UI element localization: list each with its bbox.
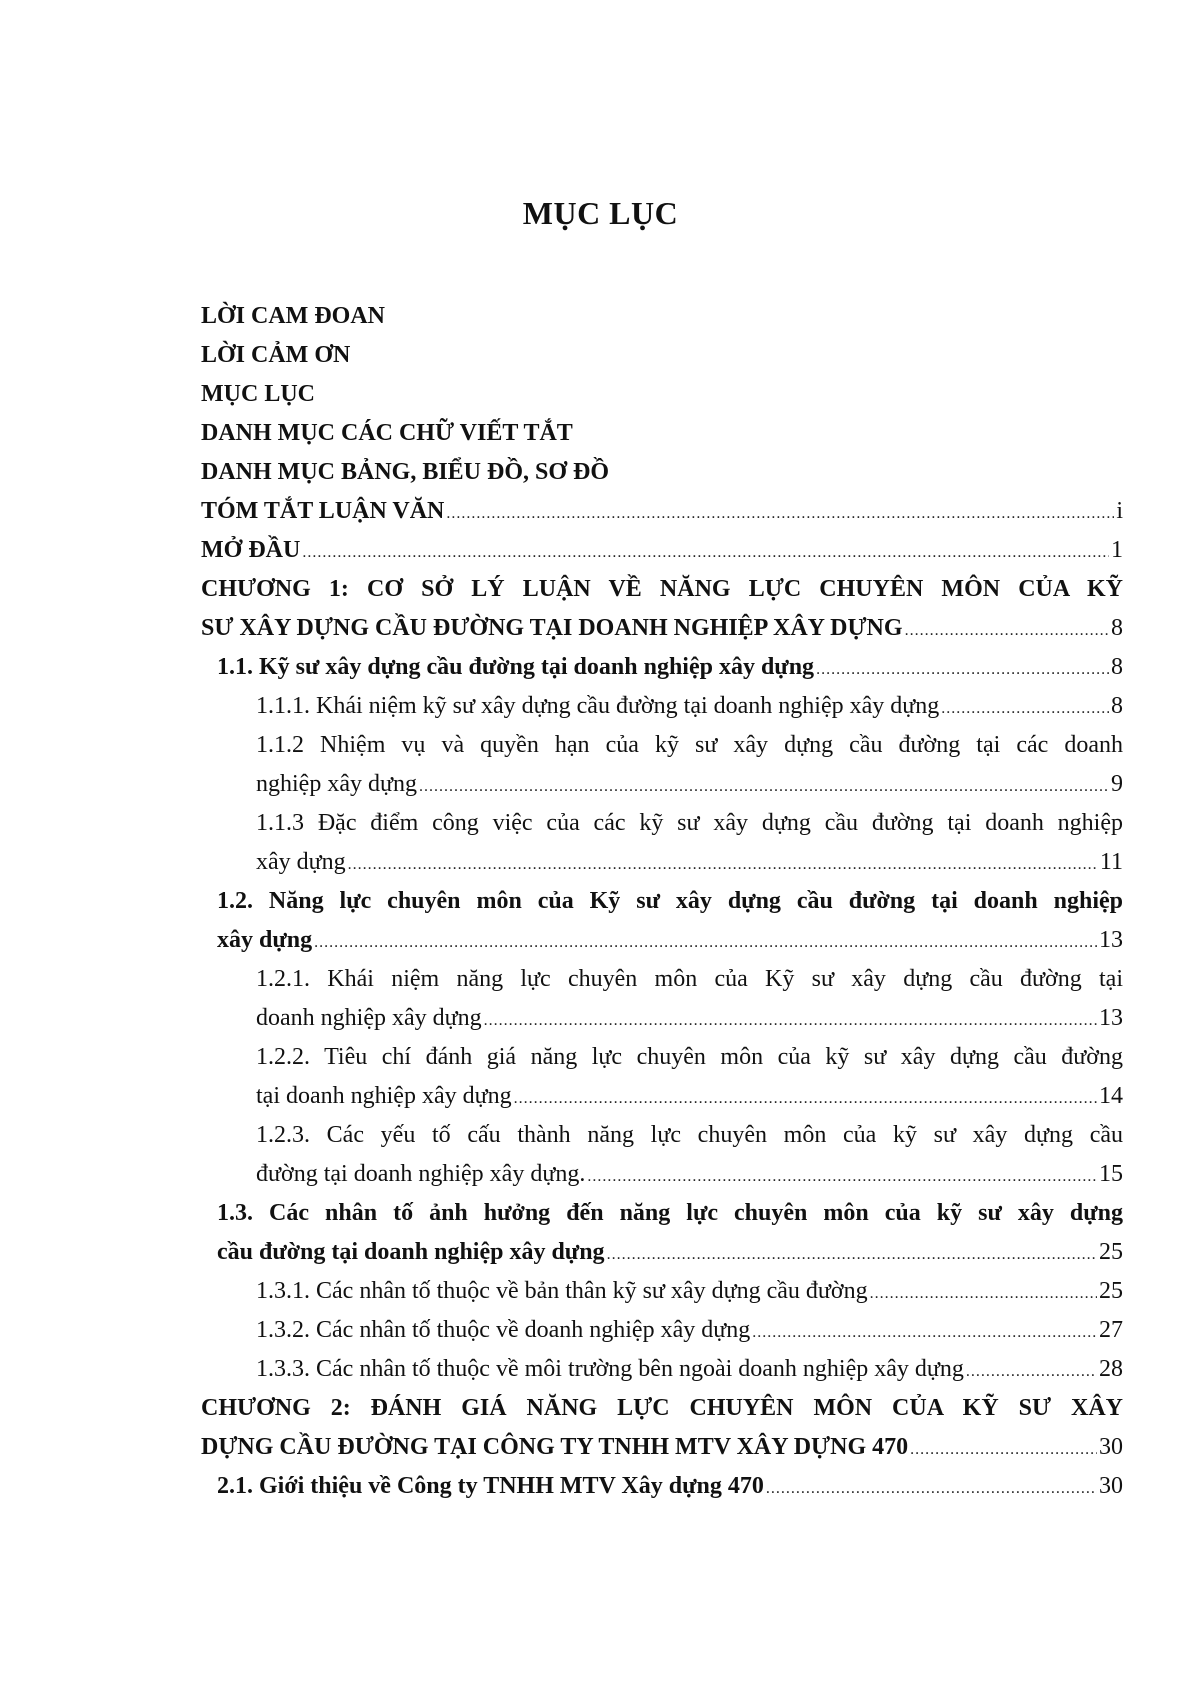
toc-entry-text: 1.3.2. Các nhân tố thuộc về doanh nghiệp xây dựng (256, 1317, 751, 1343)
toc-entry-text: cầu đường tại doanh nghiệp xây dựng (217, 1239, 605, 1265)
toc-page-number: 8 (1111, 693, 1123, 719)
toc-entry (201, 921, 1123, 960)
dot-leader (941, 687, 1109, 726)
toc-entry (201, 882, 1123, 921)
toc-entry-text: xây dựng (217, 927, 313, 953)
dot-leader (302, 531, 1109, 570)
toc-page-number: 27 (1099, 1317, 1123, 1343)
dot-leader (446, 492, 1114, 531)
toc-entry (201, 531, 1123, 570)
toc-entry-text: SƯ XÂY DỰNG CẦU ĐƯỜNG TẠI DOANH NGHIỆP XÂY DỰNG (201, 615, 903, 641)
toc-page-number: 14 (1099, 1083, 1123, 1109)
toc-entry-text: 1.1. Kỹ sư xây dựng cầu đường tại doanh nghiệp xây dựng (217, 654, 815, 680)
toc-page-number: 9 (1111, 771, 1123, 797)
toc-entry (201, 414, 1123, 453)
toc-entry-text: MỤC LỤC (201, 381, 315, 407)
toc-entry-text: đường tại doanh nghiệp xây dựng. (256, 1161, 586, 1187)
toc-entry-text: TÓM TẮT LUẬN VĂN (201, 498, 445, 524)
toc-page-number: 15 (1099, 1161, 1123, 1187)
toc-entry (201, 1077, 1123, 1116)
table-of-contents (201, 297, 1123, 1506)
dot-leader (966, 1350, 1097, 1389)
toc-entry (201, 1350, 1123, 1389)
toc-entry (201, 1311, 1123, 1350)
toc-entry (201, 1428, 1123, 1467)
toc-entry (201, 1116, 1123, 1155)
toc-entry-text: 1.2.3. Các yếu tố cấu thành năng lực chuyên môn của kỹ sư xây dựng cầu (256, 1122, 1123, 1148)
toc-entry-text: 1.1.3 Đặc điểm công việc của các kỹ sư xây dựng cầu đường tại doanh nghiệp (256, 810, 1123, 836)
toc-entry (201, 804, 1123, 843)
toc-entry-text: DANH MỤC BẢNG, BIỂU ĐỒ, SƠ ĐỒ (201, 459, 610, 485)
toc-page-number: 13 (1099, 1005, 1123, 1031)
toc-entry (201, 1272, 1123, 1311)
toc-entry (201, 1038, 1123, 1077)
toc-entry-text: 1.3. Các nhân tố ảnh hưởng đến năng lực chuyên môn của kỹ sư xây dựng (217, 1200, 1123, 1226)
toc-page-number: 8 (1111, 654, 1123, 680)
toc-entry-text: 1.2.2. Tiêu chí đánh giá năng lực chuyên môn của kỹ sư xây dựng cầu đường (256, 1044, 1123, 1070)
toc-page-number: 25 (1099, 1278, 1123, 1304)
toc-entry (201, 1233, 1123, 1272)
toc-page-number: 13 (1099, 927, 1123, 953)
toc-entry (201, 570, 1123, 609)
dot-leader (910, 1428, 1097, 1467)
toc-entry-text: 1.2.1. Khái niệm năng lực chuyên môn của Kỹ sư xây dựng cầu đường tại (256, 966, 1123, 992)
toc-entry-text: LỜI CẢM ƠN (201, 342, 351, 368)
dot-leader (816, 648, 1109, 687)
dot-leader (587, 1155, 1097, 1194)
toc-entry-text: 1.3.1. Các nhân tố thuộc về bản thân kỹ sư xây dựng cầu đường (256, 1278, 868, 1304)
toc-page-number: 11 (1099, 849, 1123, 875)
toc-entry (201, 375, 1123, 414)
toc-entry (201, 999, 1123, 1038)
dot-leader (607, 1233, 1097, 1272)
toc-entry-text: tại doanh nghiệp xây dựng (256, 1083, 512, 1109)
toc-entry (201, 1194, 1123, 1233)
toc-entry (201, 1155, 1123, 1194)
dot-leader (514, 1077, 1097, 1116)
toc-entry (201, 726, 1123, 765)
toc-page-number: 8 (1111, 615, 1123, 641)
toc-entry-text: DANH MỤC CÁC CHỮ VIẾT TẮT (201, 420, 573, 446)
toc-page-number: 25 (1099, 1239, 1123, 1265)
toc-entry-text: 1.2. Năng lực chuyên môn của Kỹ sư xây dựng cầu đường tại doanh nghiệp (217, 888, 1123, 914)
toc-entry (201, 453, 1123, 492)
toc-entry-text: LỜI CAM ĐOAN (201, 303, 385, 329)
toc-page-number: 30 (1099, 1473, 1123, 1499)
dot-leader (419, 765, 1109, 804)
dot-leader (752, 1311, 1097, 1350)
dot-leader (484, 999, 1097, 1038)
toc-entry (201, 1467, 1123, 1506)
toc-entry (201, 492, 1123, 531)
toc-entry (201, 297, 1123, 336)
dot-leader (766, 1467, 1097, 1506)
toc-entry-text: 1.1.1. Khái niệm kỹ sư xây dựng cầu đường tại doanh nghiệp xây dựng (256, 693, 940, 719)
toc-entry-text: 2.1. Giới thiệu về Công ty TNHH MTV Xây dựng 470 (217, 1473, 764, 1499)
toc-entry-text: DỰNG CẦU ĐƯỜNG TẠI CÔNG TY TNHH MTV XÂY DỰNG 470 (201, 1434, 909, 1460)
toc-entry-text: 1.3.3. Các nhân tố thuộc về môi trường bên ngoài doanh nghiệp xây dựng (256, 1356, 964, 1382)
dot-leader (870, 1272, 1097, 1311)
toc-entry-text: MỞ ĐẦU (201, 537, 301, 563)
toc-entry (201, 1389, 1123, 1428)
toc-entry-text: xây dựng (256, 849, 346, 875)
toc-entry (201, 843, 1123, 882)
toc-entry-text: CHƯƠNG 1: CƠ SỞ LÝ LUẬN VỀ NĂNG LỰC CHUYÊN MÔN CỦA KỸ (201, 576, 1123, 602)
dot-leader (348, 843, 1098, 882)
toc-entry (201, 960, 1123, 999)
toc-entry-text: CHƯƠNG 2: ĐÁNH GIÁ NĂNG LỰC CHUYÊN MÔN CỦA KỸ SƯ XÂY (201, 1395, 1123, 1421)
toc-page-number: i (1116, 498, 1123, 524)
toc-page-number: 30 (1099, 1434, 1123, 1460)
toc-entry (201, 765, 1123, 804)
toc-entry-text: 1.1.2 Nhiệm vụ và quyền hạn của kỹ sư xây dựng cầu đường tại các doanh (256, 732, 1123, 758)
toc-page-number: 28 (1099, 1356, 1123, 1382)
toc-entry-text: nghiệp xây dựng (256, 771, 417, 797)
toc-entry (201, 648, 1123, 687)
toc-page-number: 1 (1111, 537, 1123, 563)
page-title: MỤC LỤC (522, 195, 679, 231)
dot-leader (905, 609, 1109, 648)
toc-entry-text: doanh nghiệp xây dựng (256, 1005, 482, 1031)
dot-leader (314, 921, 1097, 960)
toc-entry (201, 687, 1123, 726)
toc-entry (201, 336, 1123, 375)
toc-entry (201, 609, 1123, 648)
